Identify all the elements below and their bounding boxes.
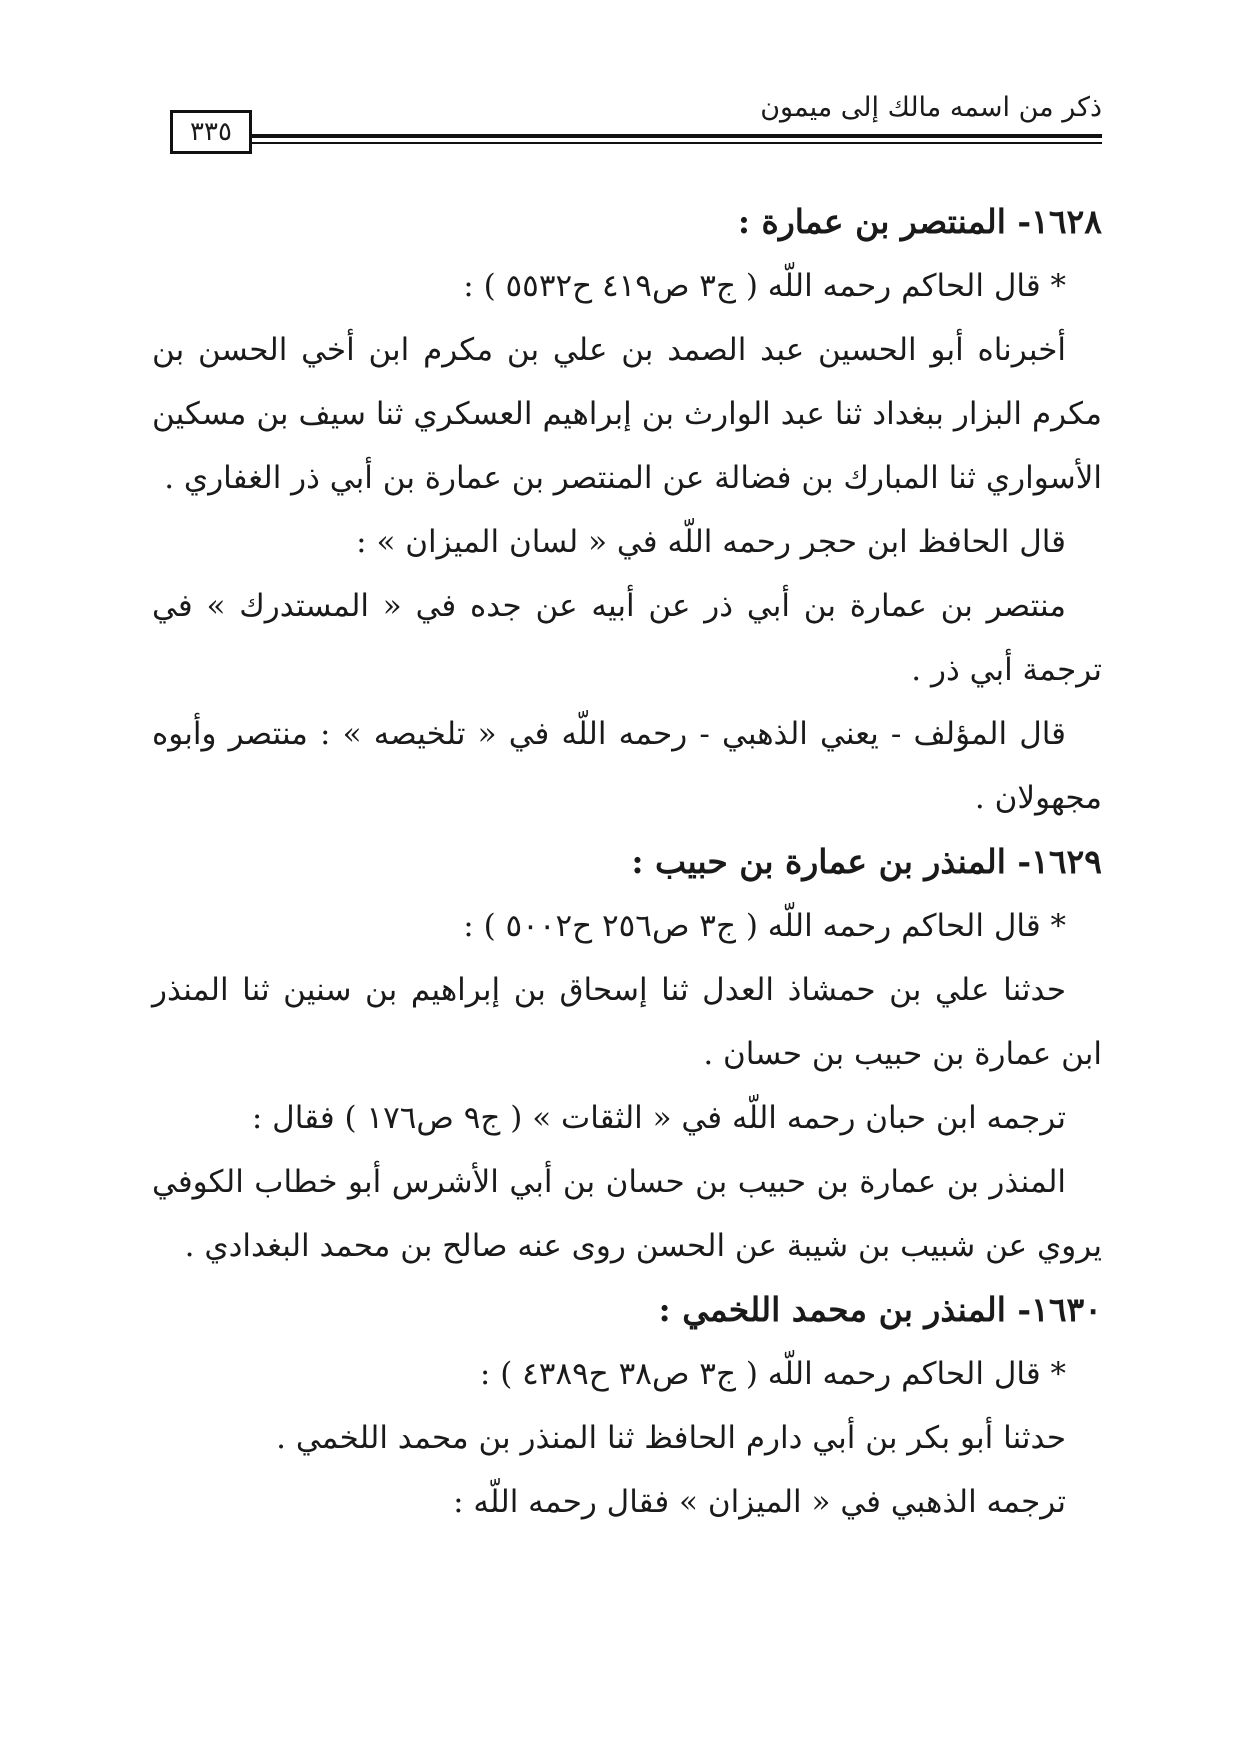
header-rule-thin (252, 142, 1102, 144)
paragraph: حدثنا علي بن حمشاذ العدل ثنا إسحاق بن إبراهيم بن سنين ثنا المنذر ابن عمارة بن حبيب بن حسان . (152, 972, 1102, 1072)
paragraph: قال الحافظ ابن حجر رحمه اللّه في « لسان الميزان » : (356, 524, 1066, 560)
paragraph: قال المؤلف - يعني الذهبي - رحمه اللّه في « تلخيصه » : منتصر وأبوه مجهولان . (152, 716, 1102, 816)
page-number: ٣٣٥ (170, 110, 252, 154)
paragraph: المنذر بن عمارة بن حبيب بن حسان بن أبي الأشرس أبو خطاب الكوفي يروي عن شبيب بن شيبة عن الحسن روى عنه صالح بن محمد البغدادي . (152, 1164, 1102, 1264)
entry-heading: ١٦٣٠- المنذر بن محمد اللخمي : (658, 1290, 1102, 1329)
paragraph: ترجمه ابن حبان رحمه اللّه في « الثقات » ( ج٩ ص١٧٦ ) فقال : (251, 1100, 1066, 1136)
header-rule-thick (252, 134, 1102, 138)
source-citation: * قال الحاكم رحمه اللّه ( ج٣ ص٣٨ ح٤٣٨٩ ) : (479, 1356, 1066, 1392)
document-body (152, 190, 1102, 1534)
paragraph: حدثنا أبو بكر بن أبي دارم الحافظ ثنا المنذر بن محمد اللخمي . (276, 1420, 1066, 1456)
entry-heading: ١٦٢٨- المنتصر بن عمارة : (737, 202, 1102, 241)
paragraph: منتصر بن عمارة بن أبي ذر عن أبيه عن جده في « المستدرك » في ترجمة أبي ذر . (152, 588, 1102, 688)
entry-heading: ١٦٢٩- المنذر بن عمارة بن حبيب : (631, 842, 1102, 881)
running-title: ذكر من اسمه مالك إلى ميمون (760, 92, 1102, 123)
source-citation: * قال الحاكم رحمه اللّه ( ج٣ ص٢٥٦ ح٥٠٠٢ ) : (463, 908, 1066, 944)
paragraph: أخبرناه أبو الحسين عبد الصمد بن علي بن مكرم ابن أخي الحسن بن مكرم البزار ببغداد ثنا عبد الوارث بن إبراهيم العسكري ثنا سيف بن مسكين الأسواري ثنا المبارك بن فضالة عن المنتصر بن عمارة بن أبي ذر الغفاري . (152, 332, 1102, 496)
paragraph: ترجمه الذهبي في « الميزان » فقال رحمه اللّه : (453, 1484, 1066, 1520)
source-citation: * قال الحاكم رحمه اللّه ( ج٣ ص٤١٩ ح٥٥٣٢ ) : (463, 268, 1066, 304)
